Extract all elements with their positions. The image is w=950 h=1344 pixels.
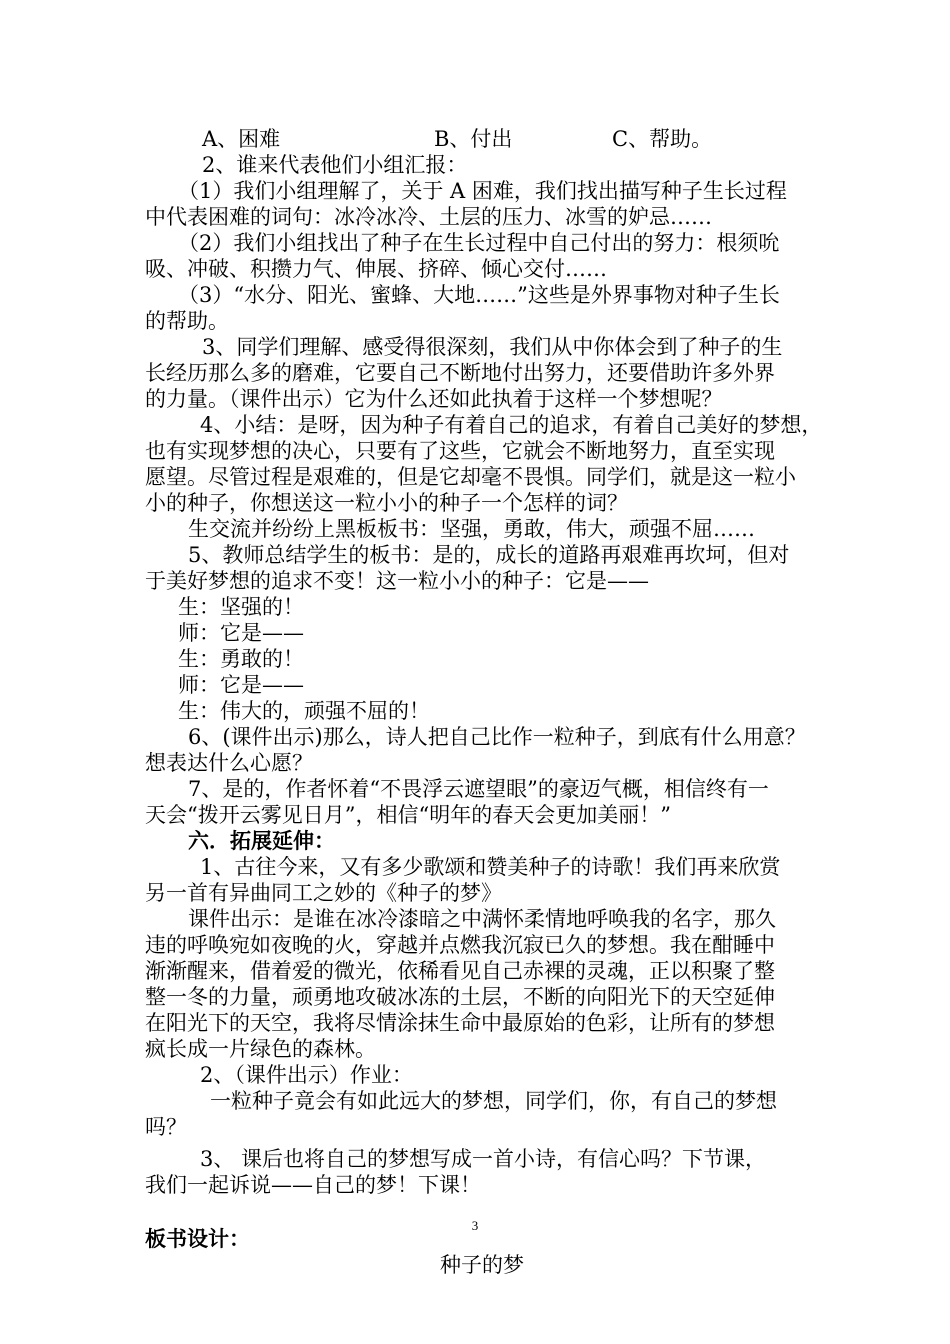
dialogue-line: 师：它是——: [178, 673, 304, 697]
text-line: 违的呼唤宛如夜晚的火，穿越并点燃我沉寂已久的梦想。我在酣睡中: [145, 933, 775, 957]
board-title: 种子的梦: [440, 1253, 524, 1277]
page-number: 3: [471, 1218, 479, 1233]
text-line: 也有实现梦想的决心，只要有了这些，它就会不断地努力，直至实现: [145, 439, 775, 463]
text-line: 吗？: [145, 1115, 187, 1139]
text-line: 于美好梦想的追求不变！这一粒小小的种子：它是——: [145, 569, 649, 593]
text-line: 3、同学们理解、感受得很深刻，我们从中你体会到了种子的生: [202, 335, 783, 359]
text-line: 想表达什么心愿？: [145, 751, 313, 775]
text-line: 3、 课后也将自己的梦想写成一首小诗，有信心吗？下节课，: [200, 1147, 767, 1171]
dialogue-line: 师：它是——: [178, 621, 304, 645]
text-line: 中代表困难的词句：冰冷冰冷、土层的压力、冰雪的妒忌……: [145, 205, 712, 229]
text-line: （2）我们小组找出了种子在生长过程中自己付出的努力：根须吮: [178, 231, 780, 255]
text-line: 5、教师总结学生的板书：是的，成长的道路再艰难再坎坷，但对: [188, 543, 790, 567]
text-line: 课件出示：是谁在冰冷漆暗之中满怀柔情地呼唤我的名字，那久: [188, 907, 776, 931]
text-line: 一粒种子竟会有如此远大的梦想，同学们，你，有自己的梦想: [210, 1089, 777, 1113]
text-line: 2、谁来代表他们小组汇报：: [202, 153, 468, 177]
text-line: 的帮助。: [145, 309, 229, 333]
text-line: 在阳光下的天空，我将尽情涂抹生命中最原始的色彩，让所有的梦想: [145, 1011, 775, 1035]
text-line: （3）“水分、阳光、蜜蜂、大地……”这些是外界事物对种子生长: [178, 283, 780, 307]
option-a: A、困难: [202, 127, 281, 151]
text-line: 4、小结：是呀，因为种子有着自己的追求，有着自己美好的梦想，: [200, 413, 823, 437]
text-line: 2、（课件出示）作业：: [200, 1063, 413, 1087]
text-line: 我们一起诉说——自己的梦！下课！: [145, 1173, 481, 1197]
text-line: 生交流并纷纷上黑板板书：坚强，勇敢，伟大，顽强不屈……: [188, 517, 755, 541]
text-line: （1）我们小组理解了，关于 A 困难，我们找出描写种子生长过程: [178, 179, 787, 203]
text-line: 渐渐醒来，借着爱的微光，依稀看见自己赤裸的灵魂，正以积聚了整: [145, 959, 775, 983]
section-heading: 六．拓展延伸：: [188, 828, 335, 853]
text-line: 1、古往今来，又有多少歌颂和赞美种子的诗歌！我们再来欣赏: [200, 855, 781, 879]
dialogue-line: 生：伟大的，顽强不屈的！: [178, 699, 430, 723]
text-line: 6、(课件出示)那么，诗人把自己比作一粒种子，到底有什么用意？: [188, 725, 806, 749]
text-line: 另一首有异曲同工之妙的《种子的梦》: [145, 881, 502, 905]
text-line: 吸、冲破、积攒力气、伸展、挤碎、倾心交付……: [145, 257, 607, 281]
board-design-heading: 板书设计：: [145, 1226, 250, 1251]
text-line: 小的种子，你想送这一粒小小的种子一个怎样的词？: [145, 491, 628, 515]
option-b: B、付出: [434, 127, 513, 151]
option-c: C、帮助。: [612, 127, 713, 151]
text-line: 7、是的，作者怀着“不畏浮云遮望眼”的豪迈气概，相信终有一: [188, 777, 769, 801]
dialogue-line: 生：勇敢的！: [178, 647, 304, 671]
dialogue-line: 生：坚强的！: [178, 595, 304, 619]
text-line: 疯长成一片绿色的森林。: [145, 1037, 376, 1061]
text-line: 整一冬的力量，顽勇地攻破冰冻的土层，不断的向阳光下的天空延伸: [145, 985, 775, 1009]
text-line: 长经历那么多的磨难，它要自己不断地付出努力，还要借助许多外界: [145, 361, 775, 385]
options-line: [202, 126, 712, 152]
text-line: 愿望。尽管过程是艰难的，但是它却毫不畏惧。同学们，就是这一粒小: [145, 465, 796, 489]
text-line: 天会“拨开云雾见日月”，相信“明年的春天会更加美丽！”: [145, 803, 671, 827]
text-line: 的力量。（课件出示）它为什么还如此执着于这样一个梦想呢？: [145, 387, 723, 411]
